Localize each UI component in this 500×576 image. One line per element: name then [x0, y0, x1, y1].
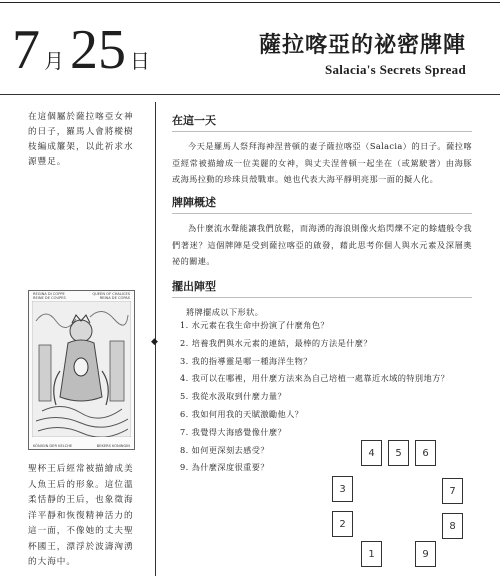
- sidebar-intro: 在這個屬於薩拉喀亞女神的日子，羅馬人會將樅樹枝編成簾架，以此祈求水源豐足。: [28, 112, 134, 167]
- list-item: 2. 培養我們與水元素的連結，最棒的方法是什麼？: [180, 337, 372, 348]
- section-heading: 牌陣概述: [172, 196, 216, 209]
- card-position-8: 8: [442, 513, 463, 539]
- section-layout: [172, 280, 472, 321]
- card-caption-text: 聖杯王后經常被描繪成美人魚王后的形象。這位溫柔恬靜的王后，也象徵海洋平靜和恢復精神活力的這一面，不像她的丈夫聖杯國王，漂浮於波濤洶湧的大海中。: [28, 464, 134, 567]
- list-item: 4. 我可以在哪裡，用什麼方法來為自己培植一處靠近水域的特別地方？: [180, 373, 450, 384]
- card-caption-bottom-left: KÖNIGIN DER KELCHE: [33, 444, 73, 448]
- card-position-9: 9: [415, 541, 436, 567]
- section-body: 為什麼流水聲能讓我們放鬆，而海湧的海浪則像火焰閃爍不定的餘燼般令我們著迷？這個牌陣是受到薩拉喀亞的啟發，藉此思考你個人與水元素及深層奧祕的關連。: [172, 223, 472, 266]
- section-rule: [172, 131, 472, 132]
- list-item: 8. 如何更深刻去感受？: [180, 444, 269, 455]
- date-day: 25: [70, 19, 126, 81]
- card-caption-top-left: REGINA DI COPPE REINE DE COUPES: [33, 292, 66, 300]
- section-heading: 在這一天: [172, 114, 216, 127]
- list-item: 9. 為什麼深度很重要？: [180, 462, 269, 473]
- section-rule: [172, 213, 472, 214]
- section-body: 今天是羅馬人祭拜海神涅普頓的妻子薩拉喀亞（Salacia）的日子。薩拉喀亞經常被描繪成一位美麗的女神，與丈夫涅普頓一起坐在（或駕駛著）由海豚或海馬拉動的珍珠貝殼戰車。她也代表大海平靜明亮那一面的擬人化。: [172, 141, 472, 184]
- card-caption-bottom-right: BEKERS KONINGIN: [96, 444, 130, 448]
- list-item: 7. 我覺得大海感覺像什麼？: [180, 426, 287, 437]
- page-title: [259, 32, 466, 78]
- queen-illustration-icon: [32, 301, 131, 437]
- date-month-unit: 月: [44, 49, 64, 73]
- card-position-1: 1: [361, 541, 382, 567]
- section-on-this-day: [172, 114, 472, 188]
- section-heading: 擺出陣型: [172, 280, 216, 293]
- card-position-7: 7: [442, 478, 463, 504]
- date-day-unit: 日: [130, 49, 150, 73]
- list-item: 1. 水元素在我生命中扮演了什麼角色？: [180, 320, 330, 330]
- section-body: 將牌擺成以下形狀。: [186, 307, 264, 317]
- list-item: 5. 我從水汲取到什麼力量？: [180, 391, 287, 402]
- section-overview: [172, 196, 472, 270]
- section-rule: [172, 297, 472, 298]
- card-position-2: 2: [332, 511, 353, 537]
- list-item: 3. 我的指導靈是哪一種海洋生物？: [180, 355, 312, 366]
- top-border: [0, 2, 500, 3]
- divider-ornament-icon: ◆: [151, 337, 158, 347]
- title-chinese: 薩拉喀亞的祕密牌陣: [258, 32, 466, 58]
- card-position-6: 6: [415, 440, 436, 466]
- date-month: 7: [12, 19, 40, 81]
- card-position-5: 5: [388, 440, 409, 466]
- card-position-4: 4: [361, 440, 382, 466]
- card-caption-top-right: QUEEN OF CHALICES REINA DE COPAS: [92, 292, 130, 300]
- card-position-3: 3: [332, 476, 353, 502]
- title-english: Salacia's Secrets Spread: [324, 62, 466, 77]
- title-divider: [0, 94, 500, 95]
- queen-of-cups-card-image: [28, 290, 135, 450]
- date-heading: [12, 19, 154, 86]
- list-item: 6. 我如何用我的天賦激勵他人？: [180, 408, 304, 419]
